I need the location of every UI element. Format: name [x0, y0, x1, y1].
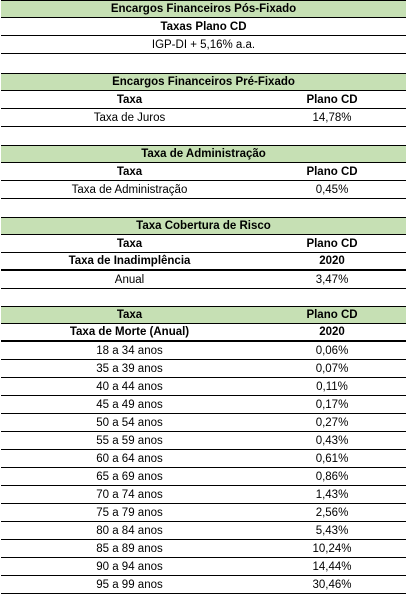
administracao-table [1, 145, 406, 199]
cobertura-risco-title: Taxa Cobertura de Risco [1, 217, 406, 235]
rate-cell: 0,07% [315, 362, 349, 375]
pre-fixado-column-headers: Taxa Plano CD [1, 91, 406, 109]
table-row [1, 522, 406, 540]
age-range-cell: 50 a 54 anos [96, 416, 163, 429]
age-range-cell: 75 a 79 anos [96, 506, 163, 519]
rate-cell: 0,11% [316, 380, 348, 393]
cobertura-risco-column-headers: Taxa Plano CD [1, 235, 406, 253]
age-range-cell: 40 a 44 anos [96, 380, 163, 393]
rate-cell: 0,06% [315, 344, 349, 357]
age-range-cell: 95 a 99 anos [96, 578, 163, 591]
age-range-cell: 60 a 64 anos [96, 452, 163, 465]
table-row [1, 342, 406, 360]
administracao-row: Taxa de Administração 0,45% [1, 181, 406, 199]
inadimplencia-row: Anual 3,47% [1, 271, 406, 289]
pre-fixado-title: Encargos Financeiros Pré-Fixado [1, 73, 406, 91]
taxa-morte-subheader: Taxa de Morte (Anual) 2020 [1, 324, 406, 342]
age-range-cell: 18 a 34 anos [96, 344, 163, 357]
pos-fixado-subheader: Taxas Plano CD [1, 18, 406, 36]
table-row [1, 468, 406, 486]
rate-cell: 0,86% [315, 470, 349, 483]
inadimplencia-subheader: Taxa de Inadimplência 2020 [1, 253, 406, 271]
age-range-cell: 90 a 94 anos [96, 560, 163, 573]
rate-cell: 0,17% [315, 398, 349, 411]
age-range-cell: 80 a 84 anos [96, 524, 163, 537]
age-range-cell: 35 a 39 anos [96, 362, 163, 375]
age-range-cell: 65 a 69 anos [96, 470, 163, 483]
table-row [1, 396, 406, 414]
table-row [1, 540, 406, 558]
rate-cell: 30,46% [312, 578, 352, 591]
cobertura-risco-table [1, 217, 406, 289]
table-row [1, 558, 406, 576]
age-range-cell: 55 a 59 anos [96, 434, 163, 447]
rate-cell: 0,43% [315, 434, 349, 447]
pre-fixado-row: Taxa de Juros 14,78% [1, 109, 406, 127]
pre-fixado-table [1, 73, 406, 127]
administracao-column-headers: Taxa Plano CD [1, 163, 406, 181]
table-row [1, 576, 406, 594]
taxa-morte-rows [1, 342, 406, 594]
pos-fixado-table [1, 0, 406, 54]
taxa-morte-column-headers: Taxa Plano CD [1, 306, 406, 324]
table-row [1, 378, 406, 396]
table-row [1, 450, 406, 468]
table-row [1, 432, 406, 450]
age-range-cell: 45 a 49 anos [96, 398, 163, 411]
rate-cell: 0,61% [315, 452, 349, 465]
table-row [1, 486, 406, 504]
rate-cell: 14,44% [312, 560, 352, 573]
rate-cell: 1,43% [315, 488, 349, 501]
taxa-morte-table [1, 306, 406, 594]
pos-fixado-value-row: IGP-DI + 5,16% a.a. [1, 36, 406, 54]
age-range-cell: 85 a 89 anos [96, 542, 163, 555]
age-range-cell: 70 a 74 anos [96, 488, 163, 501]
rate-cell: 0,27% [315, 416, 349, 429]
table-row [1, 504, 406, 522]
table-row [1, 360, 406, 378]
rate-cell: 10,24% [312, 542, 352, 555]
administracao-title: Taxa de Administração [1, 145, 406, 163]
rate-cell: 5,43% [315, 524, 349, 537]
rate-cell: 2,56% [315, 506, 349, 519]
pos-fixado-title: Encargos Financeiros Pós-Fixado [1, 0, 406, 18]
table-row [1, 414, 406, 432]
